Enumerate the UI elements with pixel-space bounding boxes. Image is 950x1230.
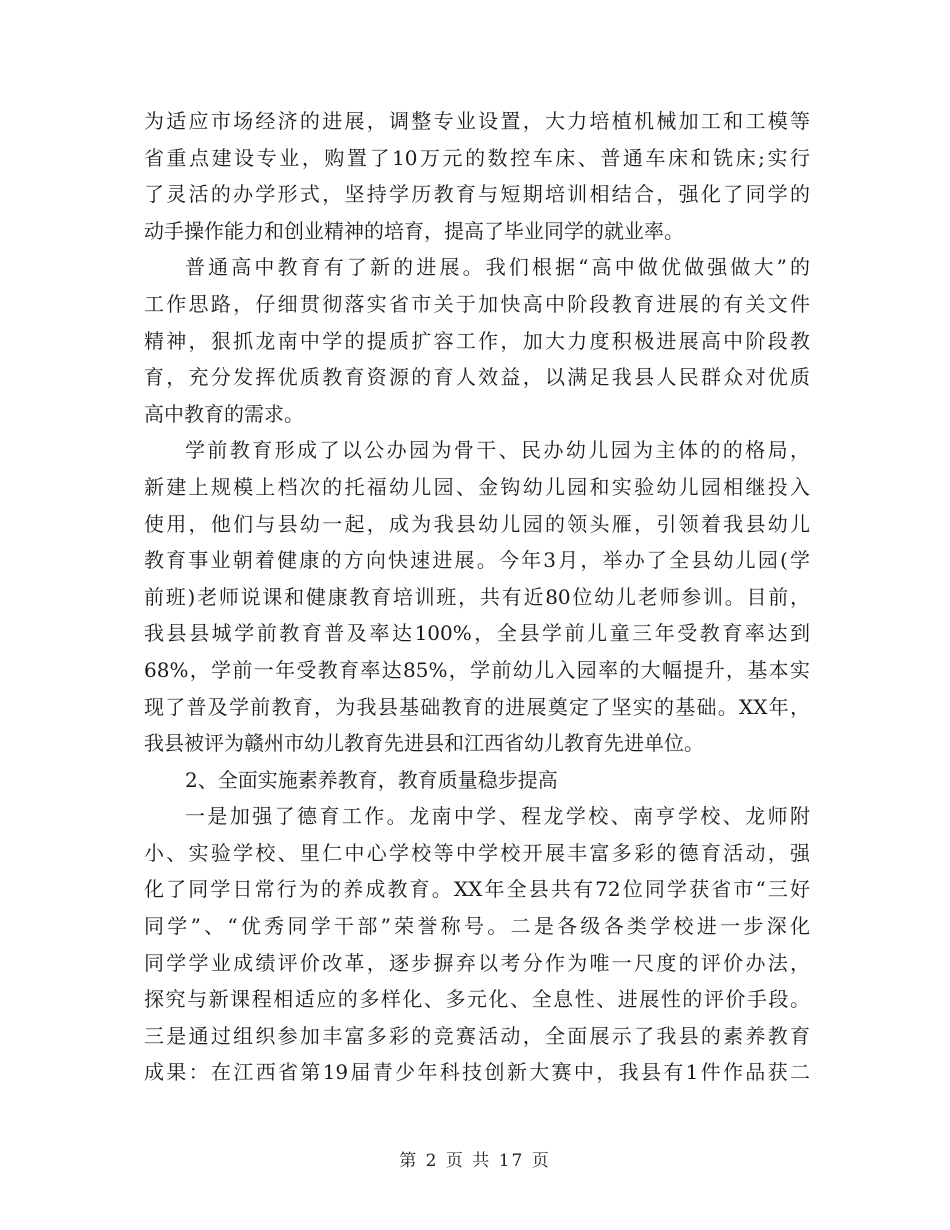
text-line: 使用，他们与县幼一起，成为我县幼儿园的领头雁，引领着我县幼儿: [144, 511, 810, 536]
text-line: 同学学业成绩评价改革，逐步摒弃以考分作为唯一尺度的评价办法，: [144, 950, 810, 975]
text-line: 了灵活的办学形式，坚持学历教育与短期培训相结合，强化了同学的: [144, 182, 810, 207]
text-line: 教育事业朝着健康的方向快速进展。今年3月，举办了全县幼儿园(学: [144, 548, 810, 573]
text-line: 现了普及学前教育，为我县基础教育的进展奠定了坚实的基础。XX年，: [144, 694, 810, 719]
text-line: 68%，学前一年受教育率达85%，学前幼儿入园率的大幅提升，基本实: [144, 657, 810, 682]
text-line: 同学”、“优秀同学干部”荣誉称号。二是各级各类学校进一步深化: [144, 914, 810, 939]
text-line: 精神，狠抓龙南中学的提质扩容工作，加大力度积极进展高中阶段教: [144, 328, 810, 353]
document-body: [144, 103, 810, 1091]
text-line: 小、实验学校、里仁中心学校等中学校开展丰富多彩的德育活动，强: [144, 840, 810, 865]
section-heading: 2、全面实施素养教育，教育质量稳步提高: [185, 767, 558, 792]
text-line: 我县县城学前教育普及率达100%，全县学前儿童三年受教育率达到: [144, 621, 810, 646]
text-line: 育，充分发挥优质教育资源的育人效益，以满足我县人民群众对优质: [144, 365, 810, 390]
text-line: 我县被评为赣州市幼儿教育先进县和江西省幼儿教育先进单位。: [144, 731, 704, 756]
page-number-footer: 第 2 页 共 17 页: [399, 1151, 551, 1171]
text-line: 工作思路，仔细贯彻落实省市关于加快高中阶段教育进展的有关文件: [144, 291, 810, 316]
text-line: 化了同学日常行为的养成教育。XX年全县共有72位同学获省市“三好: [144, 877, 810, 902]
text-line: 三是通过组织参加丰富多彩的竞赛活动，全面展示了我县的素养教育: [144, 1023, 810, 1048]
text-line: 前班)老师说课和健康教育培训班，共有近80位幼儿老师参训。目前，: [144, 584, 810, 609]
text-line: 动手操作能力和创业精神的培育，提高了毕业同学的就业率。: [144, 218, 684, 243]
paragraph-start-line: 一是加强了德育工作。龙南中学、程龙学校、南亨学校、龙师附: [185, 804, 810, 829]
text-line: 成果：在江西省第19届青少年科技创新大赛中，我县有1件作品获二: [144, 1060, 810, 1085]
text-line: 探究与新课程相适应的多样化、多元化、全息性、进展性的评价手段。: [144, 987, 810, 1012]
paragraph-start-line: 普通高中教育有了新的进展。我们根据“高中做优做强做大”的: [185, 255, 810, 280]
text-line: 为适应市场经济的进展，调整专业设置，大力培植机械加工和工模等: [144, 109, 810, 133]
text-line: 新建上规模上档次的托福幼儿园、金钩幼儿园和实验幼儿园相继投入: [144, 474, 810, 499]
paragraph-start-line: 学前教育形成了以公办园为骨干、民办幼儿园为主体的的格局，: [185, 438, 810, 463]
text-line: 高中教育的需求。: [144, 401, 304, 426]
text-line: 省重点建设专业，购置了10万元的数控车床、普通车床和铣床;实行: [144, 145, 810, 170]
